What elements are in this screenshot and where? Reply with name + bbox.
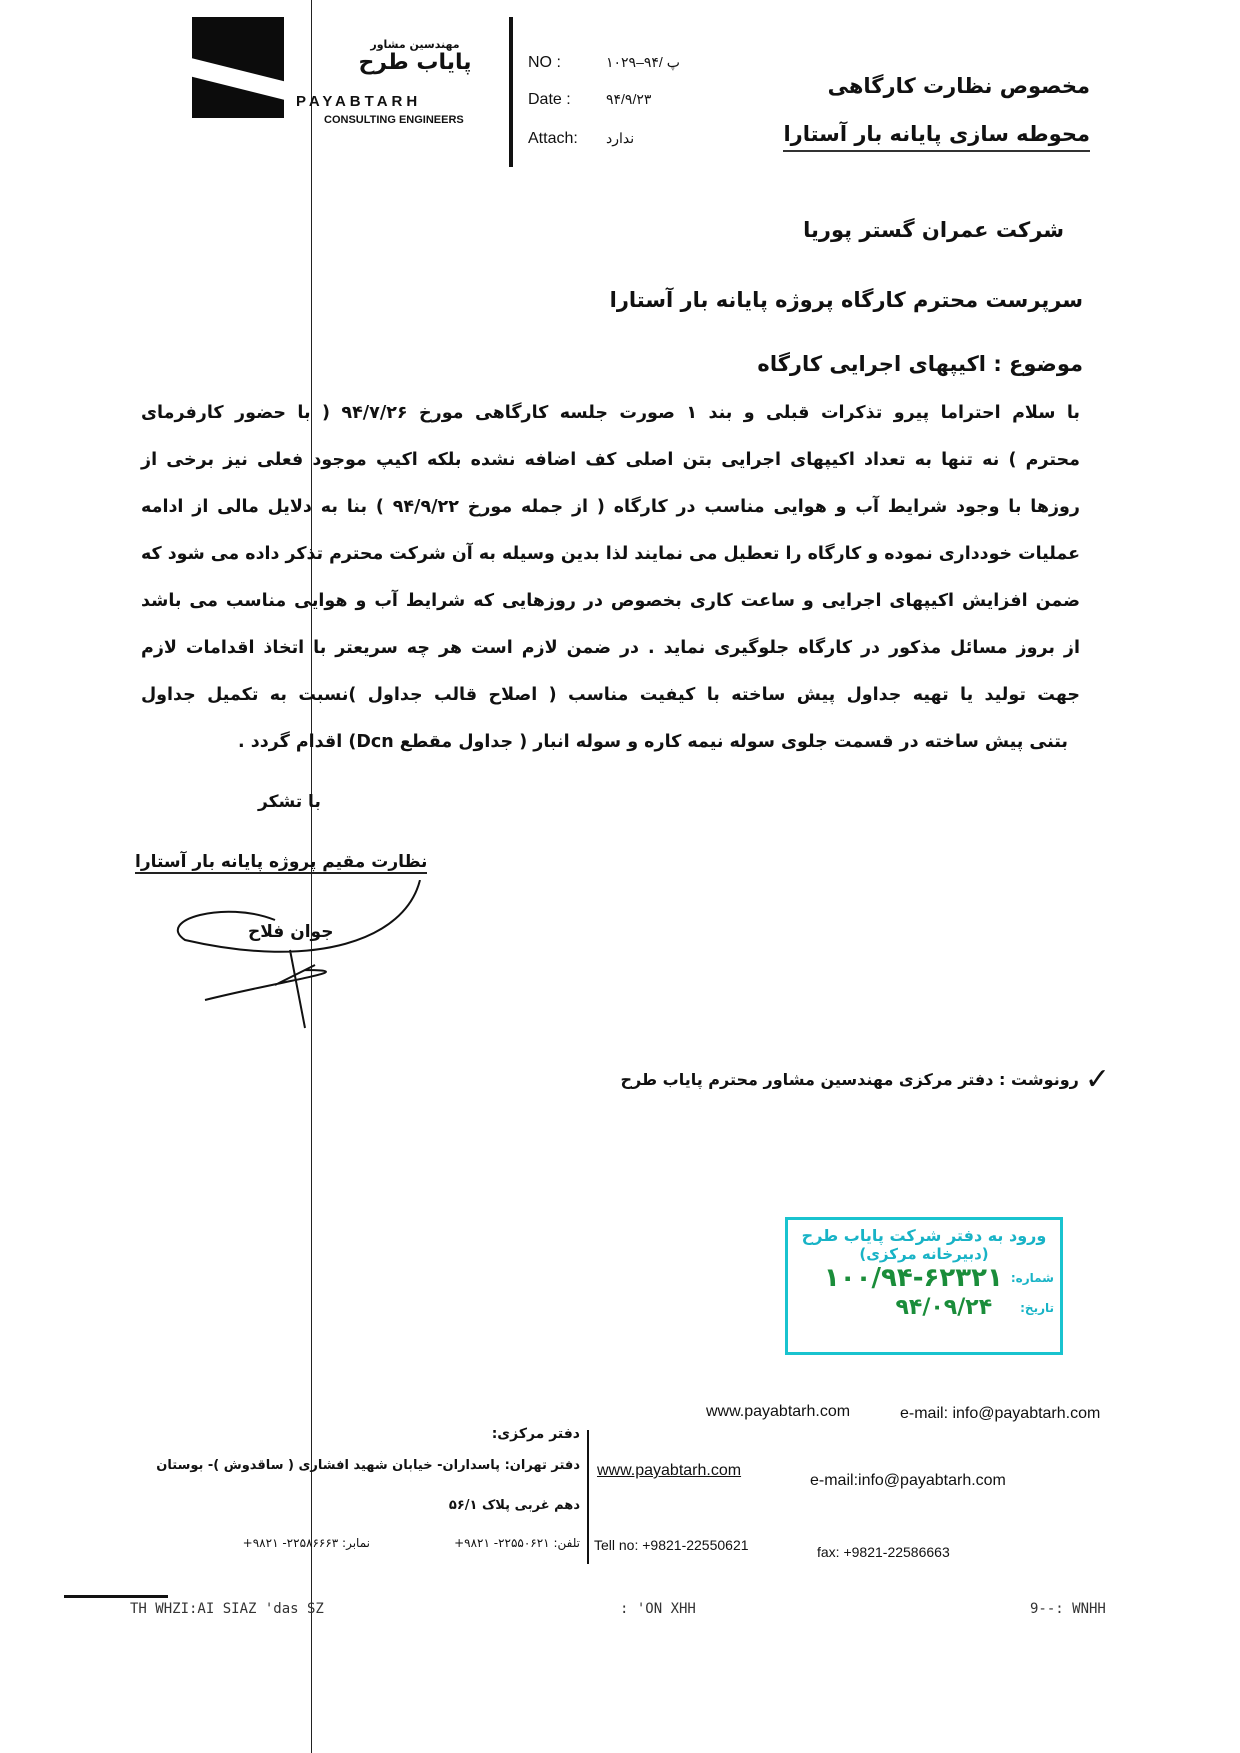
stamp-number-value: ۱۰۰/۹۴-۶۲۳۲۱ (823, 1263, 1003, 1293)
payabtarh-logo-icon (192, 17, 284, 118)
date-label: Date : (528, 91, 571, 108)
letter-number (528, 54, 680, 72)
checkmark-icon: ✓ (1084, 1062, 1110, 1097)
project-title: محوطه سازی پایانه بار آستارا (783, 122, 1090, 152)
footer-tel-fa: تلفن: ۲۲۵۵۰۶۲۱- ۹۸۲۱+ (454, 1536, 580, 1550)
brand-english-name: PAYABTARH (296, 93, 422, 110)
footer-email[interactable]: e-mail:info@payabtarh.com (810, 1472, 1006, 1489)
closing: با تشکر (258, 792, 321, 812)
body-line: روزها با وجود شرایط آب و هوایی مناسب در کارگاه ( از جمله مورخ ۹۴/۹/۲۲ ) بنا به دلایل مالی از ادامه (141, 497, 1081, 517)
office-title: دفتر مرکزی: (491, 1426, 580, 1442)
body-line: محترم ) نه تنها به تعداد اکیپهای اجرایی بتن اصلی کف اضافه نشده بلکه اکیپ موجود فعلی نیز برخی از (141, 450, 1080, 470)
office-address-1: دفتر تهران: پاسداران- خیابان شهید افشاری ( ساقدوش )- بوستان (156, 1458, 580, 1473)
footer-web-top[interactable]: www.payabtarh.com (706, 1403, 851, 1420)
signatory-name: جوان فلاح (248, 922, 334, 942)
stamp-date-label: تاریخ: (1020, 1301, 1054, 1315)
body-line: جهت تولید یا تهیه جداول پیش ساخته با کیفیت مناسب ( اصلاح قالب جداول )نسبت به تکمیل جداول (141, 685, 1080, 705)
subject: موضوع : اکیپهای اجرایی کارگاه (757, 352, 1083, 376)
footer-tel-en: Tell no: +9821-22550621 (594, 1537, 749, 1553)
scan-artifact-line (311, 0, 312, 1753)
fax-header-bar (64, 1595, 168, 1598)
recipient: سرپرست محترم کارگاه پروژه پایانه بار آستارا (609, 288, 1083, 312)
number-value: ۱۰۲۹–۹۴/ پ (606, 54, 680, 70)
signature-icon (165, 880, 445, 1030)
body-line: عملیات خودداری نموده و کارگاه را تعطیل می نمایند لذا بدین وسیله به آن شرکت محترم تذکر داده می شود که (140, 544, 1080, 564)
body-line: با سلام احتراما پیرو تذکرات قبلی و بند ۱ صورت جلسه کارگاهی مورخ ۹۴/۷/۲۶ ( با حضور کارفرمای (141, 403, 1080, 423)
letter-attachment (528, 130, 634, 148)
office-address-2: دهم غربی پلاک ۵۶/۱ (448, 1498, 580, 1513)
number-label: NO : (528, 54, 561, 71)
brand-persian-subtitle: مهندسین مشاور (370, 38, 460, 51)
header-divider (509, 17, 513, 167)
date-value: ۹۴/۹/۲۳ (606, 91, 652, 107)
receipt-stamp (785, 1217, 1063, 1355)
footer-fax-en: fax: +9821-22586663 (817, 1544, 950, 1560)
fax-header-1: TH WHZI:AI SIAZ 'das SZ (130, 1601, 324, 1617)
fax-header-2: : 'ON XHH (620, 1601, 696, 1617)
attach-label: Attach: (528, 130, 578, 147)
brand-english-subtitle: CONSULTING ENGINEERS (324, 114, 464, 126)
cc-text: رونوشت : دفتر مرکزی مهندسین مشاور محترم پایاب طرح (620, 1070, 1079, 1089)
body-line: از بروز مسائل مذکور در کارگاه جلوگیری نماید . در ضمن لازم است هر چه سریعتر با اتخاذ اقدامات لازم (141, 638, 1080, 658)
fax-header-3: 9--: WNHH (1030, 1601, 1106, 1617)
letter-category: مخصوص نظارت کارگاهی (827, 74, 1090, 98)
cc-line (621, 1062, 1111, 1097)
body-line: بتنی پیش ساخته در قسمت جلوی سوله نیمه کاره و سوله انبار ( جداول مقطع Dcn) اقدام گردد . (238, 732, 1068, 752)
stamp-number-label: شماره: (1010, 1271, 1054, 1285)
body-line: ضمن افزایش اکیپهای اجرایی و ساعت کاری بخصوص در روزهایی که شرایط آب و هوایی مناسب می باشد (141, 591, 1080, 611)
footer-divider (587, 1430, 589, 1564)
brand-persian (340, 38, 490, 75)
signatory-title: نظارت مقیم پروژه پایانه بار آستارا (135, 852, 428, 872)
company-name: شرکت عمران گستر پوریا (803, 218, 1064, 242)
letter-date (528, 91, 651, 109)
stamp-number-row (788, 1263, 1060, 1293)
letter-body (141, 396, 1080, 772)
stamp-line1: ورود به دفتر شرکت پایاب طرح (801, 1226, 1047, 1245)
footer-fax-fa: نمابر: ۲۲۵۸۶۶۶۳- ۹۸۲۱+ (242, 1536, 370, 1550)
footer-web[interactable]: www.payabtarh.com (597, 1462, 742, 1479)
footer-email-top[interactable]: e-mail: info@payabtarh.com (900, 1405, 1101, 1422)
stamp-line2: (دبیرخانه مرکزی) (859, 1245, 989, 1263)
brand-persian-name: پایاب طرح (358, 50, 472, 75)
stamp-date-value: ۹۴/۰۹/۲۴ (895, 1295, 993, 1320)
stamp-date-row (788, 1293, 1060, 1323)
attach-value: ندارد (606, 130, 635, 146)
